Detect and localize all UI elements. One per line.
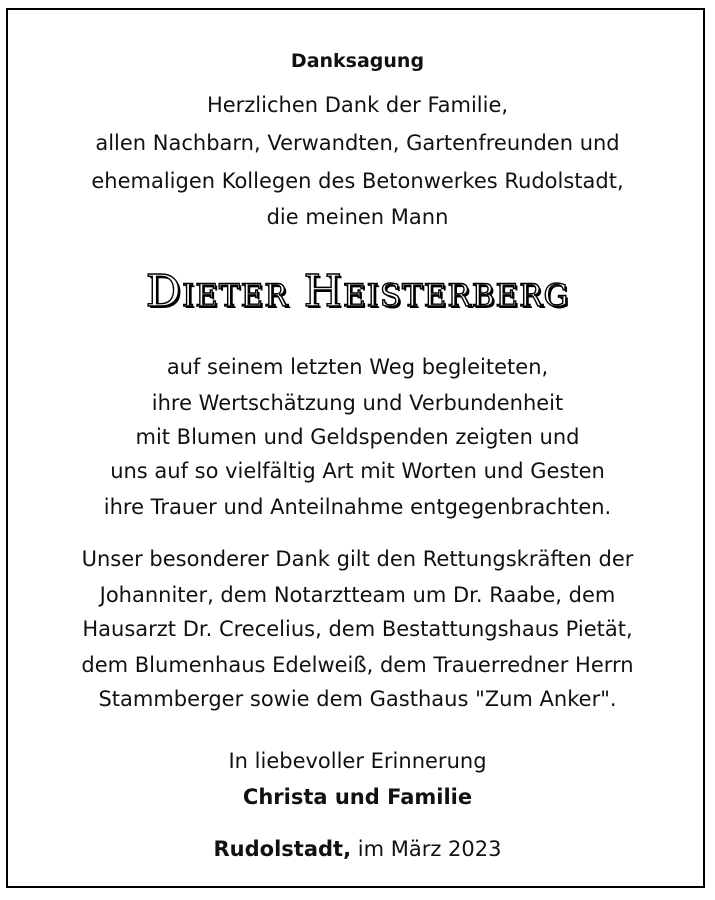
- heading: Danksagung: [290, 50, 425, 72]
- body-line-1: auf seinem letzten Weg begleiteten,: [166, 355, 549, 379]
- closing-text: In liebevoller Erinnerung: [228, 749, 487, 773]
- body-line-3: mit Blumen und Geldspenden zeigten und: [135, 425, 580, 449]
- intro-line-1: Herzlichen Dank der Familie,: [206, 93, 509, 117]
- intro-line-4: die meinen Mann: [266, 205, 449, 229]
- body-line-5: ihre Trauer und Anteilnahme entgegenbrachten.: [103, 495, 612, 519]
- intro-line-3: ehemaligen Kollegen des Betonwerkes Rudolstadt,: [91, 169, 624, 193]
- body-line-4: uns auf so vielfältig Art mit Worten und Gesten: [110, 459, 605, 483]
- thanks-line-5: Stammberger sowie dem Gasthaus "Zum Anker".: [98, 687, 617, 711]
- thanks-line-1: Unser besonderer Dank gilt den Rettungskräften der: [81, 547, 634, 571]
- thanks-line-3: Hausarzt Dr. Crecelius, dem Bestattungshaus Pietät,: [82, 617, 633, 641]
- thanks-line-4: dem Blumenhaus Edelweiß, dem Trauerredner Herrn: [81, 653, 634, 677]
- intro-line-2: allen Nachbarn, Verwandten, Gartenfreunden und: [95, 131, 620, 155]
- deceased-name: Dieter Heisterberg: [145, 266, 570, 317]
- place-date-line: [0, 832, 715, 866]
- thanks-line-2: Johanniter, dem Notarztteam um Dr. Raabe, dem: [99, 583, 616, 607]
- signature: Christa und Familie: [242, 785, 473, 809]
- date: im März 2023: [351, 837, 502, 861]
- body-line-2: ihre Wertschätzung und Verbundenheit: [151, 391, 564, 415]
- place: Rudolstadt,: [213, 837, 352, 861]
